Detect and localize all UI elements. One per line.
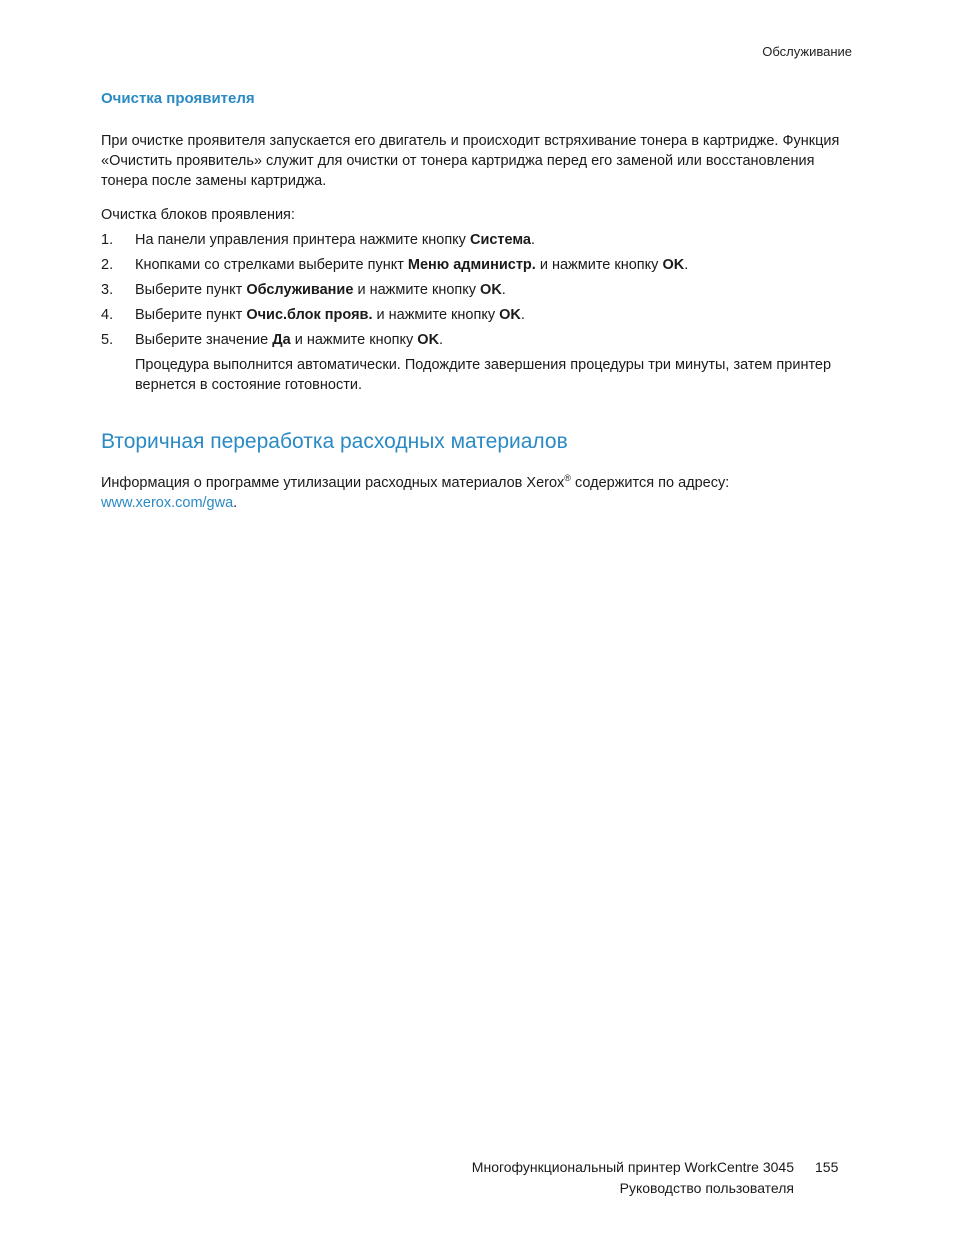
step-number: 2.: [101, 257, 114, 273]
section-heading-developer-cleaning: Очистка проявителя: [101, 90, 255, 107]
step-text: .: [501, 282, 506, 298]
step-text: .: [439, 332, 444, 348]
step-text: и нажмите кнопку: [372, 307, 500, 323]
step-bold-term: Система: [469, 232, 531, 248]
page-footer: [400, 1157, 794, 1199]
step-3: [101, 280, 851, 300]
step-text: и нажмите кнопку: [290, 332, 418, 348]
step-result-text: Процедура выполнится автоматически. Подождите завершения процедуры три минуты, затем принтер вернется в состояние готовности.: [135, 357, 832, 393]
step-4: [101, 305, 851, 325]
step-text: Выберите пункт: [135, 307, 247, 323]
step-bold-term: Очис.блок прояв.: [246, 307, 373, 323]
recycling-paragraph: [101, 473, 851, 513]
step-bold-term: Меню администр.: [407, 257, 536, 273]
xerox-recycling-link[interactable]: www.xerox.com/gwa: [101, 495, 234, 511]
section-heading-recycling: Вторичная переработка расходных материалов: [101, 430, 568, 453]
recycling-text-end: содержится по адресу:: [570, 475, 730, 491]
step-text: и нажмите кнопку: [353, 282, 481, 298]
step-bold-button: OK: [662, 257, 685, 273]
step-number: 5.: [101, 332, 114, 348]
step-2: [101, 255, 851, 275]
step-text: и нажмите кнопку: [535, 257, 663, 273]
step-text: Выберите значение: [135, 332, 273, 348]
footer-product-name: Многофункциональный принтер WorkCentre 3045: [471, 1159, 794, 1175]
step-bold-button: OK: [417, 332, 440, 348]
step-1: [101, 230, 851, 250]
step-number: 1.: [101, 232, 114, 248]
page-content: [101, 88, 851, 527]
link-suffix: .: [233, 495, 238, 511]
procedure-intro: Очистка блоков проявления:: [101, 207, 295, 223]
step-text: .: [684, 257, 689, 273]
registered-mark: ®: [564, 473, 571, 484]
step-text: Выберите пункт: [135, 282, 247, 298]
recycling-text: Информация о программе утилизации расходных материалов Xerox: [101, 475, 565, 491]
step-bold-term: Обслуживание: [246, 282, 354, 298]
intro-paragraph: При очистке проявителя запускается его двигатель и происходит встряхивание тонера в картридже. Функция «Очистить проявитель» служит для очистки от тонера картриджа перед его заменой или восстановления тонера после замены картриджа.: [101, 133, 840, 189]
step-text: .: [531, 232, 536, 248]
step-5: [101, 330, 851, 350]
step-bold-button: OK: [499, 307, 521, 323]
page-number: 155: [815, 1159, 839, 1175]
running-header: Обслуживание: [762, 44, 852, 59]
step-text: Кнопками со стрелками выберите пункт: [135, 257, 408, 273]
procedure-steps: [101, 230, 851, 350]
footer-guide-title: Руководство пользователя: [619, 1180, 794, 1196]
step-number: 3.: [101, 282, 114, 298]
step-text: .: [520, 307, 525, 323]
step-text: На панели управления принтера нажмите кнопку: [135, 232, 470, 248]
step-number: 4.: [101, 307, 114, 323]
step-bold-button: OK: [480, 282, 502, 298]
step-bold-term: Да: [272, 332, 291, 348]
